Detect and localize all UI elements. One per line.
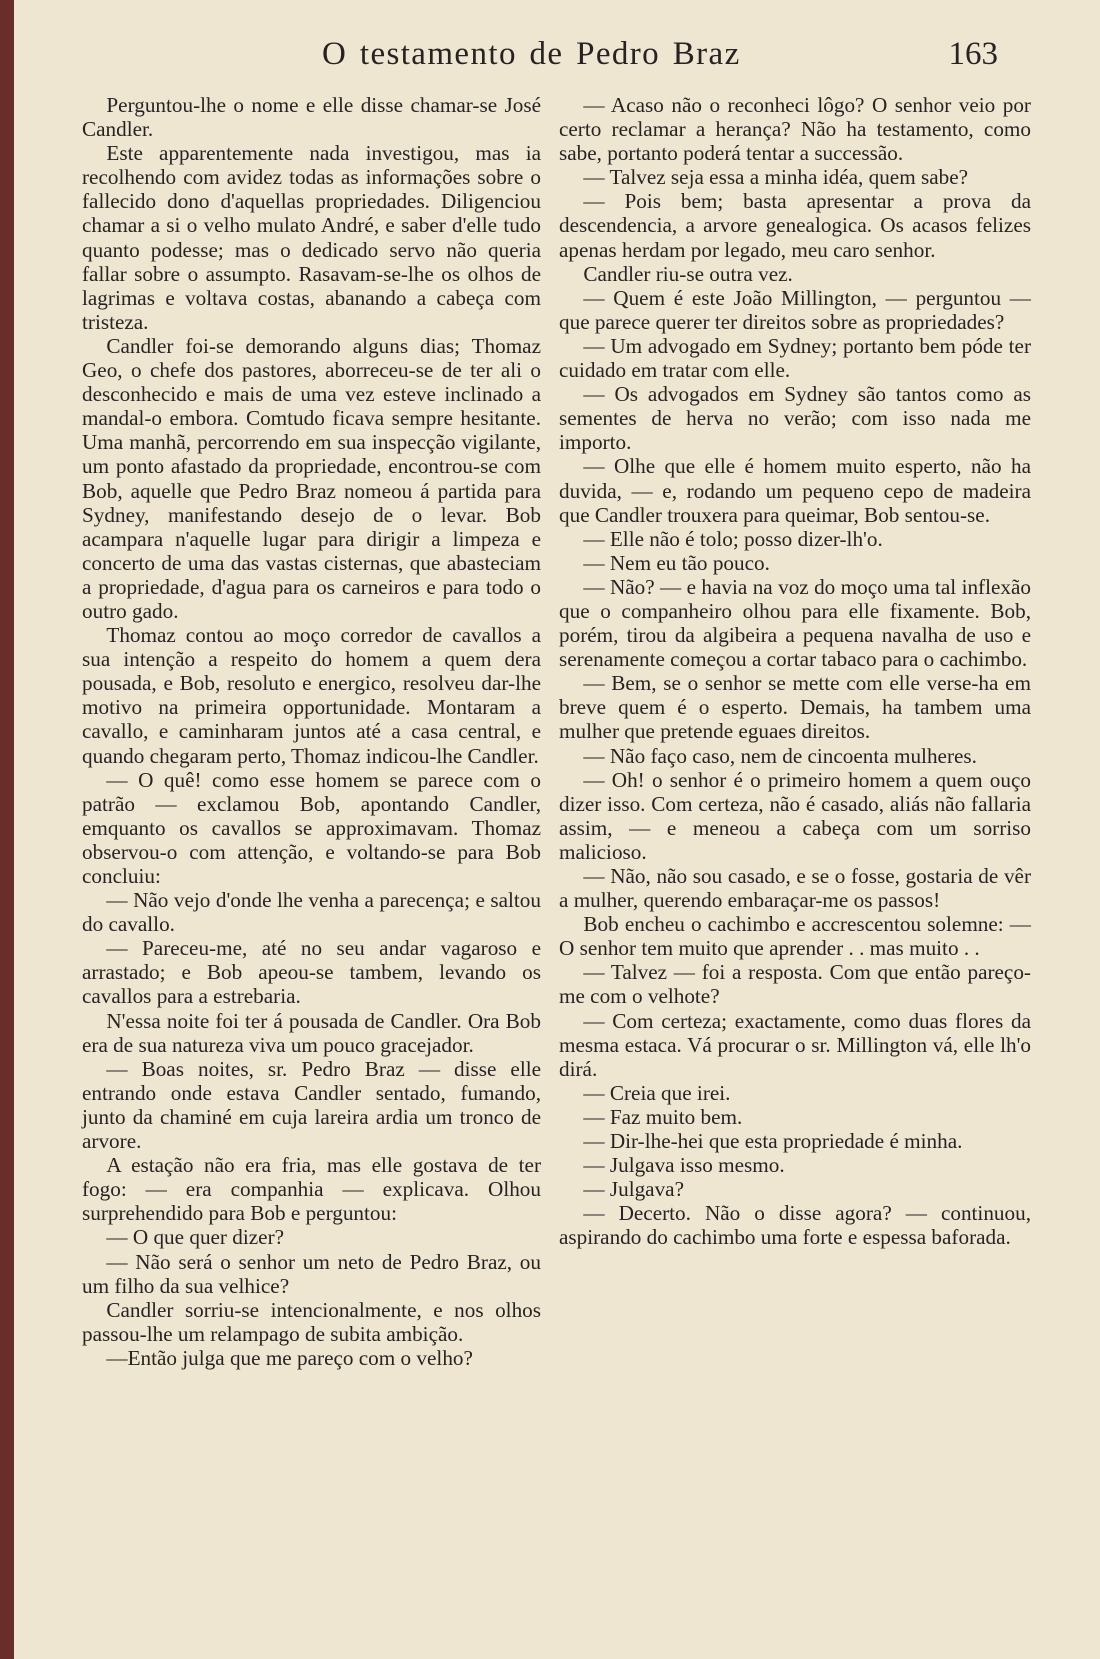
paragraph: Thomaz contou ao moço corredor de cavallos a sua intenção a respeito do homem a quem dera pousada, e Bob, resoluto e energico, resolveu dar-lhe motivo na primeira opportunidade. Montaram a cavallo, e caminharam juntos até a casa central, e quando chegaram perto, Thomaz indicou-lhe Candler. — [82, 623, 541, 768]
paragraph: Candler riu-se outra vez. — [583, 261, 793, 286]
page-number: 163 — [948, 36, 998, 72]
paragraph: Candler foi-se demorando alguns dias; Thomaz Geo, o chefe dos pastores, aborreceu-se de ter ali o desconhecido e mais de uma vez esteve inclinado a mandal-o embora. Comtudo ficava sempre hesitante. Uma manhã, percorrendo em sua inspecção vigilante, um ponto afastado da propriedade, encontrou-se com Bob, aquelle que Pedro Braz nomeou á partida para Sydney, manifestando desejo de o levar. Bob acampara n'aquelle lugar para dirigir a limpeza e concerto de uma das vastas cisternas, que abasteciam a propriedade, d'agua para os carneiros e para todo o outro gado. — [82, 333, 541, 623]
paragraph: Perguntou-lhe o nome e elle disse chamar-se José Candler. — [82, 93, 541, 142]
paragraph: — Não, não sou casado, e se o fosse, gostaria de vêr a mulher, querendo embaraçar-me os passos! — [559, 864, 1031, 913]
paragraph: — O que quer dizer? — [106, 1225, 285, 1250]
paragraph: — Não faço caso, nem de cincoenta mulheres. — [583, 743, 977, 768]
paragraph: — Nem eu tão pouco. — [583, 550, 770, 575]
paragraph: — Os advogados em Sydney são tantos como as sementes de herva no verão; com isso nada me importo. — [559, 382, 1031, 455]
paragraph: — Decerto. Não o disse agora? — continuou, aspirando do cachimbo uma forte e espessa baforada. — [559, 1201, 1031, 1250]
paragraph: Candler sorriu-se intencionalmente, e nos olhos passou-lhe um relampago de subita ambição. — [82, 1297, 541, 1346]
paragraph: — Faz muito bem. — [583, 1104, 743, 1129]
paragraph: — Acaso não o reconheci lôgo? O senhor veio por certo reclamar a herança? Não ha testamento, como sabe, portanto poderá tentar a successão. — [559, 93, 1031, 166]
right-text-column — [559, 93, 1031, 1250]
running-title: O testamento de Pedro Braz — [322, 36, 741, 72]
paragraph: A estação não era fria, mas elle gostava de ter fogo: — era companhia — explicava. Olhou surprehendido para Bob e perguntou: — [82, 1153, 541, 1226]
paragraph: — Creia que irei. — [583, 1080, 731, 1105]
paragraph: Bob encheu o cachimbo e accrescentou solemne: — O senhor tem muito que aprender . . mas muito . . — [559, 912, 1031, 961]
paragraph: — O quê! como esse homem se parece com o patrão — exclamou Bob, apontando Candler, emquanto os cavallos se approximavam. Thomaz observou-o com attenção, e voltando-se para Bob concluiu: — [82, 767, 541, 888]
paragraph: — Com certeza; exactamente, como duas flores da mesma estaca. Vá procurar o sr. Millington vá, elle lh'o dirá. — [559, 1008, 1031, 1081]
paragraph: — Oh! o senhor é o primeiro homem a quem ouço dizer isso. Com certeza, não é casado, aliás não fallaria assim, — e meneou a cabeça com um sorriso malicioso. — [559, 767, 1031, 864]
page-header — [14, 36, 1100, 92]
paragraph: —Então julga que me pareço com o velho? — [106, 1345, 473, 1370]
paragraph: — Talvez seja essa a minha idéa, quem sabe? — [583, 165, 969, 190]
paragraph: — Não? — e havia na voz do moço uma tal inflexão que o companheiro olhou para elle fixamente. Bob, porém, tirou da algibeira a pequena navalha de uso e serenamente começou a cortar tabaco para o cachimbo. — [559, 574, 1031, 672]
paragraph: — Elle não é tolo; posso dizer-lh'o. — [583, 526, 883, 551]
paragraph: — Olhe que elle é homem muito esperto, não ha duvida, — e, rodando um pequeno cepo de madeira que Candler trouxera para queimar, Bob sentou-se. — [559, 454, 1031, 527]
paragraph: — Dir-lhe-hei que esta propriedade é minha. — [583, 1129, 963, 1154]
paragraph: — Pareceu-me, até no seu andar vagaroso e arrastado; e Bob apeou-se tambem, levando os cavallos para a estrebaria. — [82, 936, 541, 1009]
paragraph: — Pois bem; basta apresentar a prova da descendencia, a arvore genealogica. Os acasos felizes apenas herdam por legado, meu caro senhor. — [559, 189, 1031, 262]
paragraph: — Um advogado em Sydney; portanto bem póde ter cuidado em tratar com elle. — [559, 333, 1031, 383]
paragraph: — Bem, se o senhor se mette com elle verse-ha em breve quem é o esperto. Demais, ha tambem uma mulher que pretende eguaes direitos. — [559, 671, 1031, 744]
paragraph: — Não vejo d'onde lhe venha a parecença; e saltou do cavallo. — [82, 888, 541, 937]
left-text-column — [82, 93, 541, 1370]
paragraph: — Julgava isso mesmo. — [583, 1153, 785, 1178]
paragraph: — Não será o senhor um neto de Pedro Braz, ou um filho da sua velhice? — [82, 1249, 541, 1298]
paragraph: — Boas noites, sr. Pedro Braz — disse elle entrando onde estava Candler sentado, fumando, junto da chaminé em cuja lareira ardia um tronco de arvore. — [82, 1056, 541, 1154]
paragraph: N'essa noite foi ter á pousada de Candler. Ora Bob era de sua natureza viva um pouco gracejador. — [82, 1008, 541, 1057]
paragraph: — Quem é este João Millington, — perguntou — que parece querer ter direitos sobre as propriedades? — [559, 285, 1031, 334]
paragraph: Este apparentemente nada investigou, mas ia recolhendo com avidez todas as informações sobre o fallecido dono d'aquellas propriedades. Diligenciou chamar a si o velho mulato André, e saber d'elle tudo quanto podesse; mas o dedicado servo não queria fallar sobre o assumpto. Rasavam-se-lhe os olhos de lagrimas e voltava costas, abanando a cabeça com tristeza. — [82, 141, 541, 334]
paragraph: — Talvez — foi a resposta. Com que então pareço-me com o velhote? — [559, 960, 1031, 1009]
paragraph: — Julgava? — [583, 1177, 684, 1202]
